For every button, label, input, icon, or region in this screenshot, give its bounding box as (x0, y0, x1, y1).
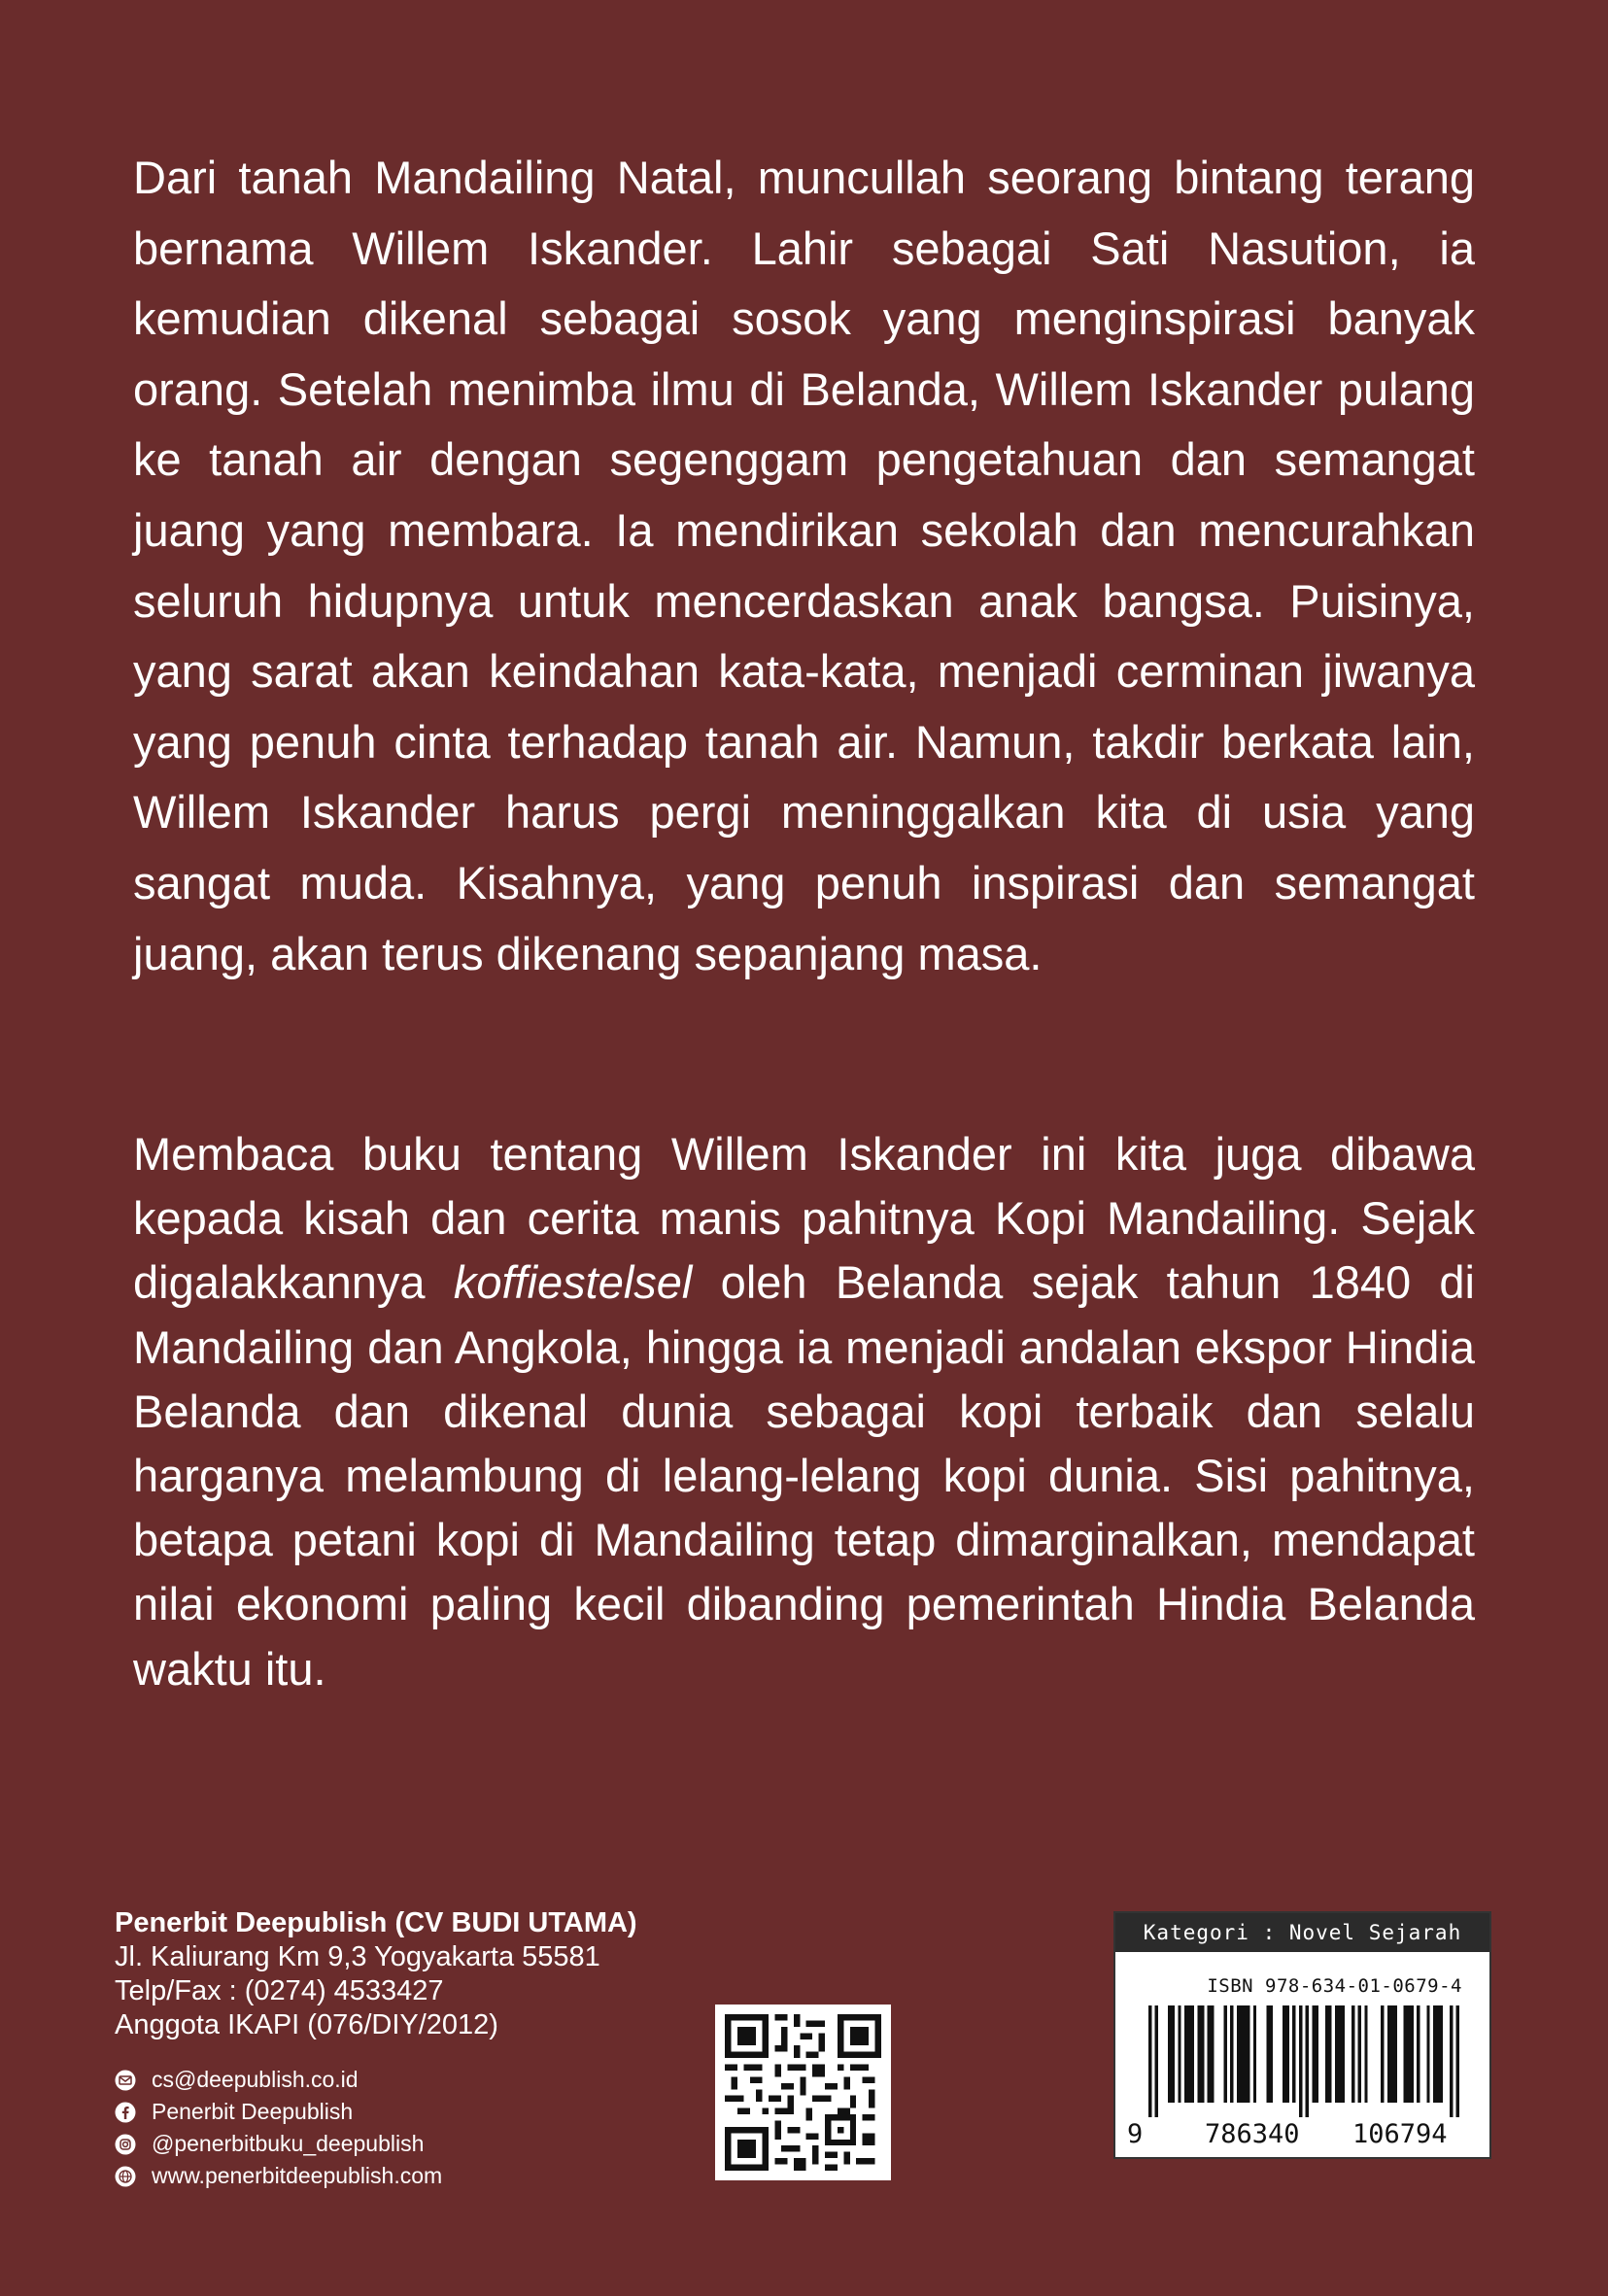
publisher-address: Jl. Kaliurang Km 9,3 Yogyakarta 55581 (115, 1941, 600, 1972)
contact-email (115, 2064, 736, 2096)
barcode-bar (1155, 2005, 1158, 2117)
barcode-bar (1358, 2005, 1361, 2103)
barcode-bar (1381, 2005, 1384, 2103)
barcode-digit-first: 9 (1127, 2119, 1144, 2149)
barcode-bar (1440, 2005, 1443, 2103)
barcode-bar (1172, 2005, 1175, 2103)
barcode-bar (1404, 2005, 1407, 2103)
qr-code-pattern (725, 2014, 881, 2171)
barcode-bar (1148, 2005, 1151, 2117)
barcode-bar (1450, 2005, 1453, 2117)
barcode-bar (1306, 2005, 1309, 2117)
barcode-bar (1283, 2005, 1285, 2103)
contact-facebook-text: Penerbit Deepublish (152, 2099, 354, 2124)
barcode-bar (1436, 2005, 1439, 2103)
barcode-bar (1417, 2005, 1420, 2103)
barcode-bar (1351, 2005, 1354, 2103)
barcode-bar (1426, 2005, 1429, 2103)
barcode-bar (1244, 2005, 1247, 2103)
barcode-bar (1328, 2005, 1331, 2103)
category-label: Kategori : Novel Sejarah (1115, 1913, 1489, 1952)
synopsis-paragraph-2 (133, 1122, 1475, 1701)
barcode-bar (1338, 2005, 1341, 2103)
publisher-contacts (115, 2064, 736, 2192)
barcode-bar (1407, 2005, 1410, 2103)
barcode-bar (1211, 2005, 1214, 2103)
email-icon (115, 2070, 136, 2091)
barcode-bar (1285, 2005, 1288, 2103)
barcode-bar (1247, 2005, 1249, 2103)
barcode-bar (1230, 2005, 1233, 2103)
barcode-bar (1223, 2005, 1226, 2103)
barcode-bar (1266, 2005, 1269, 2103)
barcode (1148, 2005, 1459, 2117)
barcode-bar (1433, 2005, 1436, 2103)
barcode-bar (1184, 2005, 1187, 2103)
synopsis-paragraph-2-text-a: Membaca buku tentang Willem Iskander ini kita juga dibawa kepada kisah dan cerita manis pahitnya Kopi Mandailing. Sejak digalakkannya (133, 1128, 1475, 1309)
barcode-bar (1335, 2005, 1338, 2103)
synopsis-paragraph-2-italic-term: koffiestelsel (453, 1256, 693, 1309)
isbn-barcode-box (1113, 1911, 1491, 2159)
contact-website-text: www.penerbitdeepublish.com (152, 2163, 443, 2188)
contact-instagram-text: @penerbitbuku_deepublish (152, 2131, 425, 2156)
barcode-bar (1178, 2005, 1180, 2103)
barcode-bar (1364, 2005, 1367, 2103)
barcode-bar (1292, 2005, 1295, 2103)
barcode-bar (1198, 2005, 1201, 2103)
barcode-bar (1270, 2005, 1273, 2103)
barcode-bar (1240, 2005, 1243, 2103)
barcode-bar (1253, 2005, 1256, 2103)
contact-email-text: cs@deepublish.co.id (152, 2067, 359, 2092)
instagram-icon (115, 2134, 136, 2155)
barcode-bar (1410, 2005, 1413, 2103)
facebook-icon (115, 2102, 136, 2123)
barcode-bar (1168, 2005, 1171, 2103)
barcode-bars (1148, 2005, 1459, 2117)
contact-instagram (115, 2128, 736, 2160)
publisher-info (115, 1906, 736, 2192)
barcode-bar (1316, 2005, 1318, 2103)
barcode-bar (1390, 2005, 1393, 2103)
barcode-bar (1325, 2005, 1328, 2103)
synopsis-paragraph-2-text-b: oleh Belanda sejak tahun 1840 di Mandailing dan Angkola, hingga ia menjadi andalan ekspor Hindia Belanda dan dikenal dunia sebagai kopi terbaik dan selalu harganya melambung di lelang-lelang kopi dunia. Sisi pahitnya, betapa petani kopi di Mandailing tetap dimarginalkan, mendapat nilai ekonomi paling kecil dibanding pemerintah Hindia Belanda waktu itu. (133, 1256, 1476, 1695)
qr-code (715, 2005, 891, 2180)
barcode-bar (1387, 2005, 1390, 2103)
publisher-name: Penerbit Deepublish (CV BUDI UTAMA) (115, 1907, 637, 1938)
barcode-bar (1456, 2005, 1459, 2117)
isbn-number: ISBN 978-634-01-0679-4 (1207, 1975, 1462, 1997)
synopsis-paragraph-1: Dari tanah Mandailing Natal, muncullah seorang bintang terang bernama Willem Iskander. Lahir sebagai Sati Nasution, ia kemudian dikenal sebagai sosok yang menginspirasi banyak orang. Setelah menimba ilmu di Belanda, Willem Iskander pulang ke tanah air dengan segenggam pengetahuan dan semangat juang yang membara. Ia mendirikan sekolah dan mencurahkan seluruh hidupnya untuk mencerdaskan anak bangsa. Puisinya, yang sarat akan keindahan kata-kata, menjadi cerminan jiwanya yang penuh cinta terhadap tanah air. Namun, takdir berkata lain, Willem Iskander harus pergi meninggalkan kita di usia yang sangat muda. Kisahnya, yang penuh inspirasi dan semangat juang, akan terus dikenang sepanjang masa. (133, 152, 1475, 979)
barcode-bar (1299, 2005, 1302, 2117)
barcode-bar (1342, 2005, 1345, 2103)
barcode-bar (1208, 2005, 1211, 2103)
barcode-bar (1187, 2005, 1190, 2103)
contact-website (115, 2160, 736, 2192)
contact-facebook (115, 2096, 736, 2128)
barcode-bar (1394, 2005, 1397, 2103)
barcode-digits-left: 786340 (1205, 2119, 1300, 2149)
barcode-digits-right: 106794 (1352, 2119, 1448, 2149)
publisher-phone: Telp/Fax : (0274) 4533427 (115, 1975, 444, 2006)
publisher-ikapi: Anggota IKAPI (076/DIY/2012) (115, 2009, 498, 2040)
barcode-bar (1312, 2005, 1315, 2103)
barcode-bar (1191, 2005, 1194, 2103)
barcode-bar (1201, 2005, 1204, 2103)
barcode-bar (1237, 2005, 1240, 2103)
globe-icon (115, 2166, 136, 2187)
